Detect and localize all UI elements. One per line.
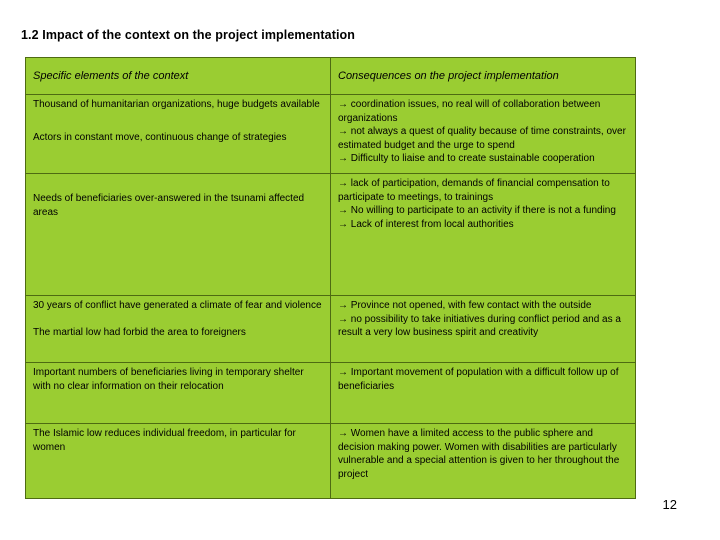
- header-elements: Specific elements of the context: [26, 58, 331, 95]
- context-text: Important numbers of beneficiaries living in temporary shelter with no clear information on their relocation: [33, 367, 304, 392]
- context-text: The Islamic low reduces individual freedom, in particular for women: [33, 428, 296, 453]
- consequence-cell: [331, 424, 636, 499]
- context-table: [25, 57, 636, 499]
- consequence-text: → Important movement of population with a difficult follow up of beneficiaries: [338, 367, 619, 392]
- consequence-text: → Women have a limited access to the public sphere and decision making power. Women with disabilities are particularly vulnerable and a special attention is given to her throughout the project: [338, 428, 620, 480]
- table-row: [26, 363, 636, 424]
- context-cell: [26, 363, 331, 424]
- table-row: [26, 95, 636, 174]
- consequence-text: → not always a quest of quality because of time constraints, over estimated budget and the urge to spend: [338, 126, 626, 151]
- consequence-cell: [331, 363, 636, 424]
- context-cell: [26, 424, 331, 499]
- consequence-cell: [331, 95, 636, 174]
- context-cell: [26, 296, 331, 363]
- consequence-text: → Province not opened, with few contact with the outside: [338, 300, 592, 311]
- consequence-text: → no possibility to take initiatives during conflict period and as a result a very low business spirit and creativity: [338, 313, 621, 338]
- table-row: [26, 424, 636, 499]
- context-text: Needs of beneficiaries over-answered in the tsunami affected areas: [33, 193, 305, 218]
- context-cell: [26, 95, 331, 174]
- context-cell: [26, 174, 331, 296]
- context-text: 30 years of conflict have generated a climate of fear and violence: [33, 300, 322, 311]
- table-row: [26, 174, 636, 296]
- consequence-text: → lack of participation, demands of financial compensation to participate to meetings, to trainings: [338, 178, 610, 203]
- consequence-cell: [331, 296, 636, 363]
- page-number: 12: [662, 497, 677, 512]
- consequence-text: → No willing to participate to an activity if there is not a funding: [338, 205, 616, 216]
- table-row: [26, 296, 636, 363]
- slide-title: 1.2 Impact of the context on the project implementation: [21, 28, 356, 42]
- context-text: Actors in constant move, continuous change of strategies: [33, 131, 287, 143]
- context-text: The martial low had forbid the area to foreigners: [33, 326, 246, 338]
- consequence-cell: [331, 174, 636, 296]
- consequence-text: → coordination issues, no real will of collaboration between organizations: [338, 99, 601, 124]
- context-text: Thousand of humanitarian organizations, huge budgets available: [33, 99, 320, 110]
- table-header-row: [26, 58, 636, 95]
- header-consequences: Consequences on the project implementation: [331, 58, 636, 95]
- consequence-text: → Lack of interest from local authorities: [338, 218, 514, 230]
- consequence-text: → Difficulty to liaise and to create sustainable cooperation: [338, 153, 595, 164]
